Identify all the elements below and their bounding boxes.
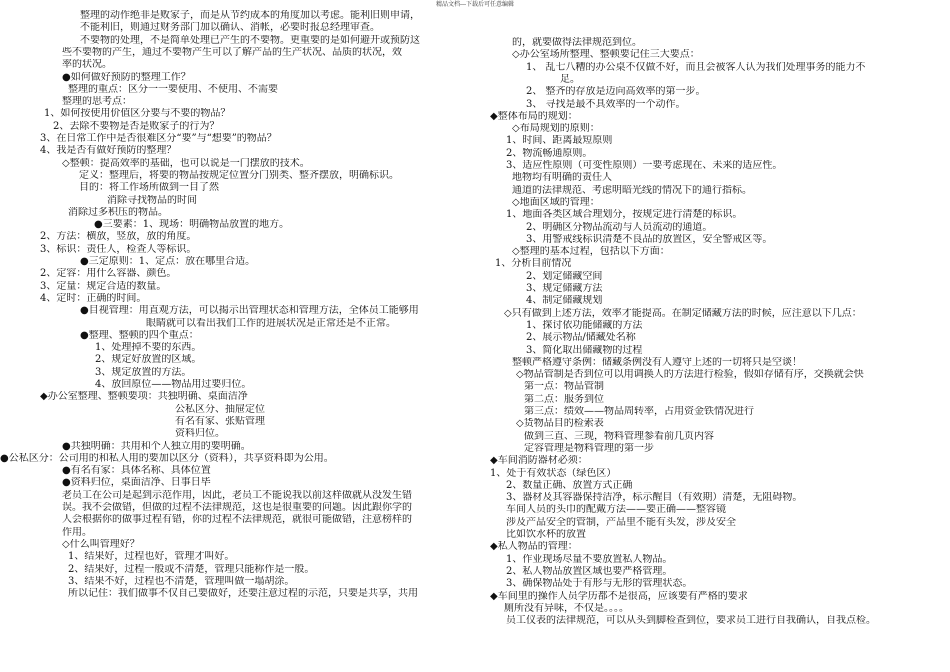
text-line: 3、定量：规定合适的数量。: [40, 280, 167, 292]
text-line: 2、数量正确、放置方式正确: [506, 479, 633, 491]
text-line: 有名有家、张贴管理: [175, 415, 265, 427]
text-line: 2、去除不要物是否是败家子的行为？: [53, 120, 220, 132]
text-line: 目的：将工作场所做到一目了然: [79, 182, 219, 194]
text-line: 2、私人物品放置区域也要严格管理。: [506, 565, 673, 577]
text-line: 2、物流畅通原则。: [506, 147, 593, 159]
text-line: ◇整理的基本过程，包括以下方面：: [512, 246, 670, 258]
text-line: 3、用警戒线标识清楚不良品的放置区，安全警戒区等。: [526, 233, 773, 245]
text-line: 1、如何按使用价值区分要与不要的物品？: [44, 108, 231, 120]
text-line: ◇物品管制是否到位可以用调换人的方法进行检验，假如存储有序，交换就会快: [516, 369, 864, 381]
text-line: 整理的思考点：: [62, 96, 132, 108]
text-line: ◆办公室整理、整顿要项：共独明确、桌面洁净: [40, 391, 248, 403]
text-line: 2、方法：横放，竖放，放的角度。: [40, 231, 197, 243]
text-line: 老员工在公司是起到示范作用，因此，老员工不能说我以前这样做就从没发生错: [62, 489, 412, 501]
text-line: ●三定原则：1、定点：放在哪里合适。: [80, 256, 256, 267]
text-line: 1、分析目前情况: [495, 258, 572, 270]
text-line: 3、适应性原则（可变性原则）一要考虑现在、未来的适应性。: [506, 160, 783, 171]
text-line: 3、 寻找是最不具效率的一个动作。: [526, 98, 686, 110]
text-line: ◆私人物品的管理：: [490, 541, 578, 553]
text-line: 1、处理掉不要的东西。: [95, 342, 202, 354]
text-line: ●整理、整顿的四个重点：: [80, 329, 199, 341]
text-line: 消除过多积压的物品。: [68, 206, 168, 218]
text-line: ●公私区分：公司用的和私人用的要加以区分（资料），共享资料即为公用。: [0, 452, 334, 464]
text-line: ◇地面区域的管理：: [512, 196, 600, 208]
text-line: 涉及产品安全的管制，产品里不能有头发，涉及安全: [506, 516, 736, 528]
text-line: 第三点：绩效——物品周转率，占用资金铁情况进行: [524, 406, 754, 417]
text-line: 2、展示物品/储藏处名称: [526, 332, 636, 344]
text-line: 车间人员的头巾的配戴方法——要正确——整容镜: [506, 504, 726, 516]
text-line: 定义：整理后，将要的物品按规定位置分门别类、整齐摆放，明确标识。: [79, 169, 399, 181]
text-line: ◇整顿：提高效率的基础，也可以说是一门摆放的技术。: [62, 157, 310, 169]
text-line: 3、标识：责任人，检查人等标识。: [40, 243, 197, 255]
text-line: 定容管理是物料管理的第一步: [524, 442, 654, 454]
text-line: 公私区分、抽屉定位: [175, 403, 265, 415]
text-line: 2、定容：用什么容器、颜色。: [40, 268, 177, 280]
text-line: 消除寻找物品的时间: [107, 194, 197, 206]
text-line: 3、规定储藏方法: [526, 283, 603, 294]
text-line: 率的状况。: [62, 59, 112, 71]
text-line: 2、 整齐的存放是迈向高效率的第一步。: [526, 86, 706, 98]
text-line: 不要物的处理，不是简单处理已产生的不要物。更重要的是如何避开或预防这: [80, 34, 420, 46]
text-line: ◆整体布局的规划：: [490, 110, 578, 122]
text-line: 比如饮水杯的放置: [506, 529, 586, 540]
text-line: ●目视管理：用直观方法，可以揭示出管理状态和管理方法，全体员工能够用: [80, 305, 419, 317]
text-line: 1、结果好，过程也好，管理才叫好。: [68, 551, 235, 563]
text-line: 做到三直、三现，物料管理参看前几页内容: [524, 430, 714, 442]
text-line: 3、确保物品处于有形与无形的管理状态。: [506, 578, 693, 590]
text-line: ●资料归位，桌面洁净、日事日毕: [62, 477, 211, 489]
text-line: ●如何做好预防的整理工作？: [62, 71, 191, 83]
text-line: 1、处于有效状态（绿色区）: [490, 467, 617, 479]
text-line: 2、划定储藏空间: [526, 270, 603, 282]
page-header: 精品文档---下载后可任意编辑: [435, 1, 515, 8]
text-line: 资料归位。: [175, 428, 225, 440]
text-line: ●三要素：1、现场：明确物品放置的地方。: [94, 219, 290, 231]
text-line: 整理的动作绝非是败家子，而是从节约成本的角度加以考虑。能利旧则申请，: [80, 10, 420, 21]
text-line: 些不要物的产生，通过不要物产生可以了解产品的生产状况、品质的状况，效: [62, 46, 402, 58]
text-line: ◇布局规划的原则：: [512, 123, 600, 135]
text-line: ◇什么叫管理好？: [62, 538, 140, 550]
text-line: 眼睛就可以看出我们工作的进展状况是正常还是不正常。: [146, 317, 396, 329]
text-line: 不能利旧，则通过财务部门加以确认、消帐，必要时报总经理审查。: [80, 22, 380, 34]
text-line: 1、地面各类区域合理划分，按规定进行清楚的标识。: [506, 209, 743, 221]
text-line: ●共独明确：共用和个人独立用的要明确。: [62, 440, 251, 452]
text-line: 通道的法律规范、考虑明暗光线的情况下的通行指标。: [512, 184, 752, 196]
text-line: ●有名有家：具体名称、具体位置: [62, 465, 211, 477]
text-line: 地物均有明确的责任人: [512, 172, 612, 184]
text-line: 4、我是否有做好预防的整理？: [40, 145, 177, 157]
text-line: 整理的重点：区分一一要使用、不使用、不需要: [68, 83, 278, 95]
text-line: ◇办公室场所整理、整顿要记住三大要点：: [512, 49, 700, 61]
text-line: ◇货物品目的检索表: [516, 418, 604, 430]
text-line: 1、 乱七八糟的办公桌不仅做不好，而且会被客人认为我们处理事务的能力不: [526, 61, 866, 73]
text-line: 1、探讨依功能储藏的方法: [526, 319, 643, 331]
text-line: 3、简化取出储藏物的过程: [526, 344, 643, 356]
text-line: 4、制定储藏规划: [526, 295, 603, 307]
text-line: 误。我不会做错，但做的过程不法律规范，这也是很重要的问题。因此跟你学的: [62, 502, 412, 513]
text-line: 3、在日常工作中是否很难区分“要”与“想要”的物品？: [40, 133, 277, 144]
text-line: 作用。: [62, 526, 92, 538]
text-line: 员工仪表的法律规范，可以从头到脚检查到位，要求员工进行自我确认，自我点检。: [506, 615, 876, 627]
text-line: 3、结果不好，过程也不清楚，管理叫做一塌胡涂。: [68, 575, 295, 587]
text-line: 人会根据你的做事过程有错，你的过程不法律规范，就很可能做错，注意榜样的: [62, 514, 412, 526]
text-line: 2、明确区分物品流动与人员流动的通道。: [526, 221, 713, 233]
text-line: 4、放回原位——物品用过要归位。: [95, 379, 252, 390]
text-line: 4、定时：正确的时间。: [40, 292, 147, 304]
text-line: 的，就要做得法律规范到位。: [512, 37, 642, 48]
text-line: 第二点：服务到位: [524, 393, 604, 405]
text-line: 3、器材及其容器保持洁净，标示醒目（有效期）清楚，无阻碍物。: [506, 492, 803, 504]
text-line: 足。: [560, 73, 580, 85]
text-line: 所以记住：我们做事不仅自己要做好，还要注意过程的示范，只要是共享，共用: [68, 588, 418, 600]
text-line: 2、规定好放置的区域。: [95, 354, 202, 366]
text-line: 2、结果好，过程一般或不清楚，管理只能称作是一般。: [68, 563, 315, 575]
text-line: 厕所没有异味，不仅是。。。。: [504, 602, 629, 614]
text-line: ◆车间里的操作人员学历都不是很高，应该要有严格的要求: [490, 590, 748, 602]
text-line: 1、作业现场尽量不要放置私人物品。: [506, 553, 673, 565]
text-line: 3、规定放置的方法。: [95, 366, 192, 378]
text-line: 1、时间、距离最短原则: [506, 135, 613, 147]
text-line: 整顿严格遵守条例：储藏条例没有人遵守上述的一切将只是空谈！: [512, 356, 802, 368]
text-line: ◇只有做到上述方法，效率才能提高。在制定储藏方法的时候，应注意以下几点：: [504, 307, 862, 319]
text-line: 第一点：物品管制: [524, 381, 604, 393]
text-line: ◆车间消防器材必须：: [490, 455, 588, 467]
